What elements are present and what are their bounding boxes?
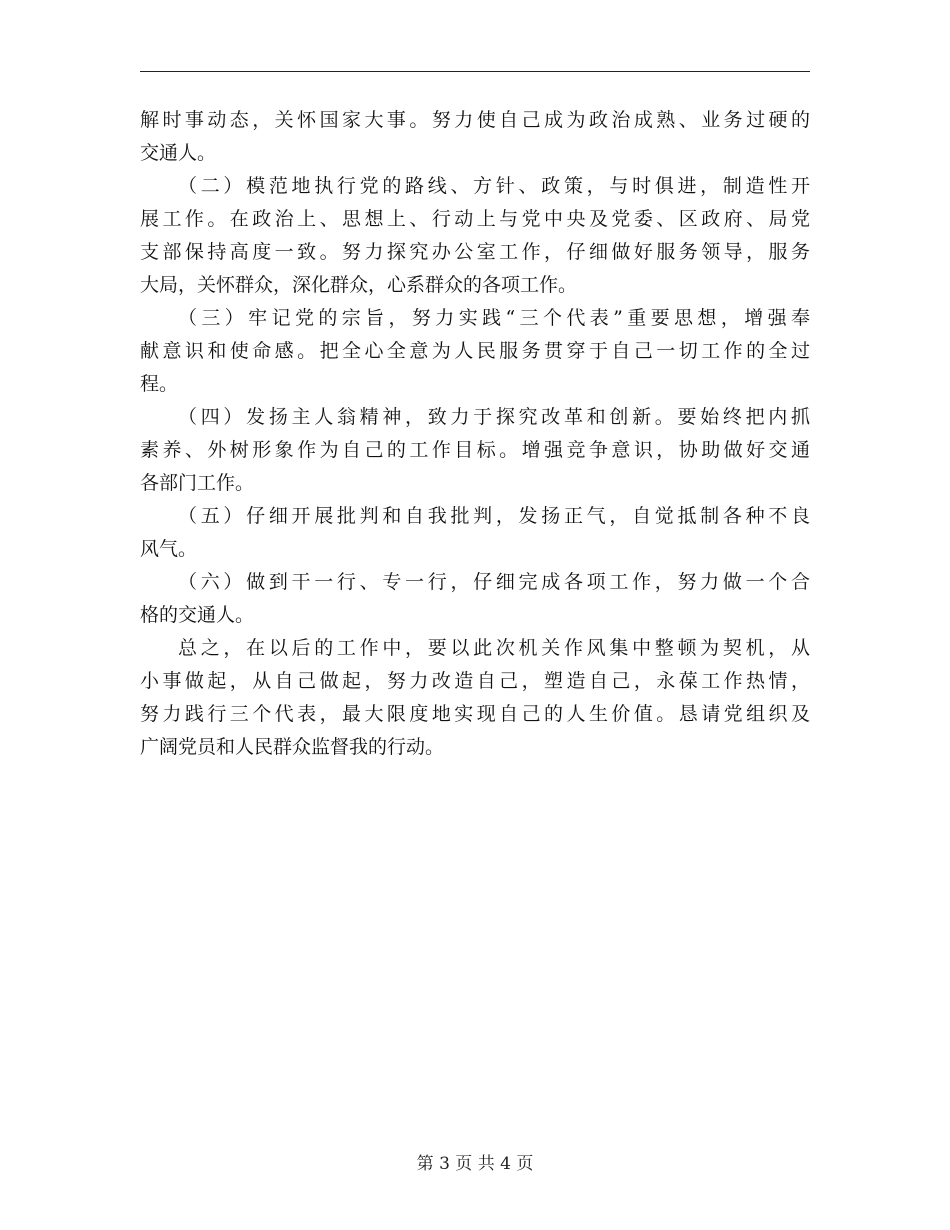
text-line: 格的交通人。 bbox=[140, 604, 255, 626]
text-line: 程。 bbox=[140, 373, 179, 395]
text-line: 支部保持高度一致。努力探究办公室工作，仔细做好服务领导，服务 bbox=[140, 241, 810, 263]
text-line: （二）模范地执行党的路线、方针、政策，与时俱进，制造性开 bbox=[178, 175, 810, 197]
text-line: 献意识和使命感。把全心全意为人民服务贯穿于自己一切工作的全过 bbox=[140, 340, 810, 362]
text-line: 小事做起，从自己做起，努力改造自己，塑造自己，永葆工作热情， bbox=[140, 670, 810, 692]
text-line: 展工作。在政治上、思想上、行动上与党中央及党委、区政府、局党 bbox=[140, 208, 810, 230]
text-line: 总之，在以后的工作中，要以此次机关作风集中整顿为契机，从 bbox=[178, 637, 810, 659]
body-text bbox=[140, 104, 810, 764]
text-line: 交通人。 bbox=[140, 142, 217, 164]
header-rule bbox=[140, 71, 810, 72]
page-footer bbox=[0, 1152, 950, 1176]
page-number-label: 第 3 页 共 4 页 bbox=[416, 1154, 534, 1174]
text-line: （五）仔细开展批判和自我批判，发扬正气，自觉抵制各种不良 bbox=[178, 505, 810, 527]
text-line: （六）做到干一行、专一行，仔细完成各项工作，努力做一个合 bbox=[178, 571, 810, 593]
text-line: （三）牢记党的宗旨，努力实践“三个代表”重要思想，增强奉 bbox=[178, 307, 810, 329]
text-line: 大局，关怀群众，深化群众，心系群众的各项工作。 bbox=[140, 274, 578, 296]
text-line: 风气。 bbox=[140, 538, 198, 560]
text-line: 素养、外树形象作为自己的工作目标。增强竞争意识，协助做好交通 bbox=[140, 439, 810, 461]
text-line: 解时事动态，关怀国家大事。努力使自己成为政治成熟、业务过硬的 bbox=[140, 109, 810, 131]
text-line: 各部门工作。 bbox=[140, 472, 255, 494]
text-line: 广阔党员和人民群众监督我的行动。 bbox=[140, 736, 445, 758]
text-line: （四）发扬主人翁精神，致力于探究改革和创新。要始终把内抓 bbox=[178, 406, 810, 428]
text-line: 努力践行三个代表，最大限度地实现自己的人生价值。恳请党组织及 bbox=[140, 703, 810, 725]
